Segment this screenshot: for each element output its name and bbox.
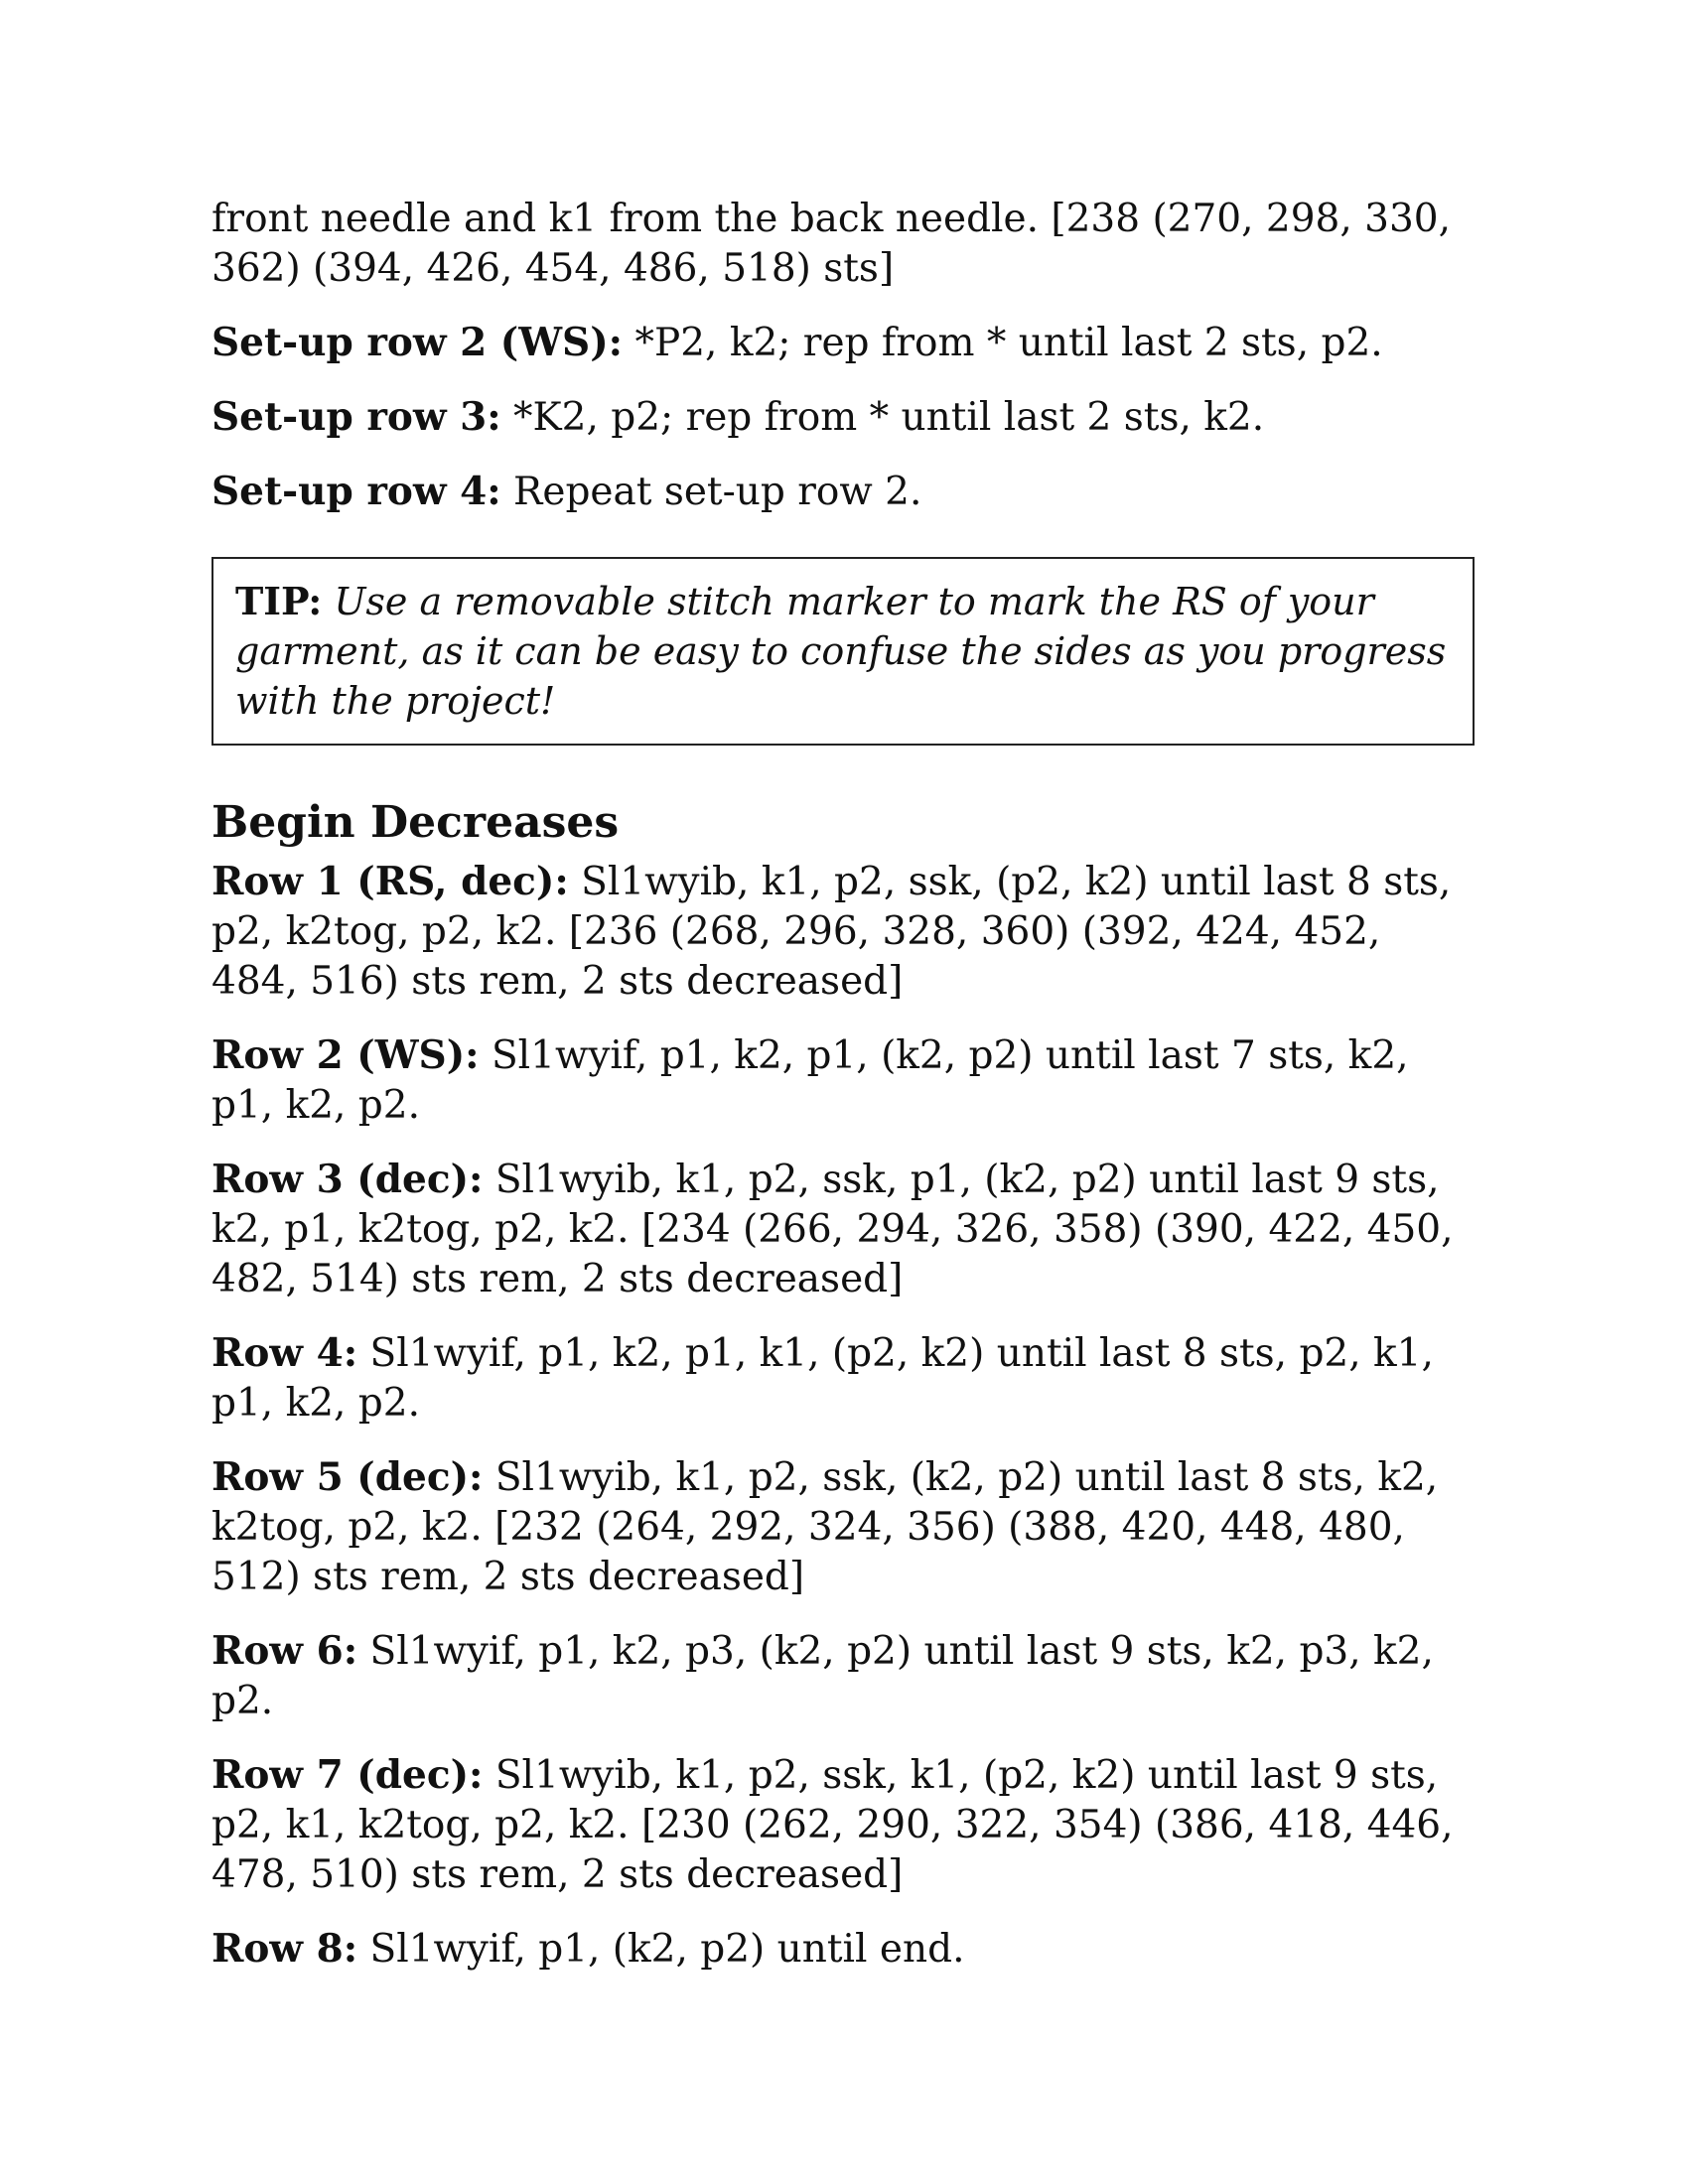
- section-heading: Begin Decreases: [211, 797, 620, 848]
- row-8: [211, 1924, 1475, 1975]
- row-6: [211, 1626, 1475, 1726]
- row-text: Sl1wyib, k1, p2, ssk, (p2, k2) until last 8 sts, p2, k2tog, p2, k2. [236 (268, 296, 328, 360) (392, 424, 452, 484, 516) sts rem, 2 sts decreased]: [211, 860, 1452, 1004]
- tip-text: Use a removable stitch marker to mark the RS of your garment, as it can be easy to confuse the sides as you progress with the project!: [235, 580, 1447, 723]
- intro-paragraph: front needle and k1 from the back needle. [238 (270, 298, 330, 362) (394, 426, 454, 486, 518) sts]: [211, 197, 1451, 291]
- row-label: Row 2 (WS):: [211, 1032, 480, 1078]
- row-7: [211, 1750, 1475, 1900]
- setup-row-label: Set-up row 3:: [211, 394, 501, 440]
- setup-row-label: Set-up row 4:: [211, 469, 501, 514]
- row-text: Sl1wyib, k1, p2, ssk, (k2, p2) until last 8 sts, k2, k2tog, p2, k2. [232 (264, 292, 324, 356) (388, 420, 448, 480, 512) sts rem, 2 sts decreased]: [211, 1455, 1439, 1599]
- setup-row-2: [211, 318, 1475, 368]
- row-label: Row 7 (dec):: [211, 1752, 484, 1798]
- setup-row-4: [211, 467, 1475, 517]
- row-label: Row 1 (RS, dec):: [211, 859, 569, 904]
- tip-box: [211, 557, 1475, 746]
- tip-label: TIP:: [235, 579, 323, 623]
- row-text: Sl1wyif, p1, k2, p1, k1, (p2, k2) until last 8 sts, p2, k1, p1, k2, p2.: [211, 1331, 1434, 1426]
- row-label: Row 6:: [211, 1628, 358, 1674]
- row-1: [211, 857, 1475, 1007]
- setup-row-label: Set-up row 2 (WS):: [211, 320, 624, 365]
- setup-row-text: Repeat set-up row 2.: [500, 470, 922, 514]
- row-text: Sl1wyif, p1, k2, p3, (k2, p2) until last 9 sts, k2, p3, k2, p2.: [211, 1629, 1434, 1723]
- row-label: Row 5 (dec):: [211, 1454, 484, 1500]
- document-page: [211, 195, 1475, 1998]
- row-text: Sl1wyif, p1, (k2, p2) until end.: [357, 1927, 965, 1972]
- row-4: [211, 1328, 1475, 1429]
- row-2: [211, 1030, 1475, 1131]
- row-text: Sl1wyib, k1, p2, ssk, p1, (k2, p2) until last 9 sts, k2, p1, k2tog, p2, k2. [234 (266, 294, 326, 358) (390, 422, 450, 482, 514) sts rem, 2 sts decreased]: [211, 1158, 1454, 1301]
- setup-row-text: *P2, k2; rep from * until last 2 sts, p2.: [623, 321, 1383, 365]
- row-label: Row 4:: [211, 1330, 358, 1376]
- setup-row-3: [211, 392, 1475, 443]
- row-5: [211, 1452, 1475, 1602]
- setup-row-text: *K2, p2; rep from * until last 2 sts, k2.: [500, 395, 1265, 440]
- row-text: Sl1wyif, p1, k2, p1, (k2, p2) until last 7 sts, k2, p1, k2, p2.: [211, 1033, 1409, 1128]
- row-label: Row 3 (dec):: [211, 1157, 484, 1202]
- row-text: Sl1wyib, k1, p2, ssk, k1, (p2, k2) until last 9 sts, p2, k1, k2tog, p2, k2. [230 (262, 290, 322, 354) (386, 418, 446, 478, 510) sts rem, 2 sts decreased]: [211, 1753, 1454, 1897]
- row-label: Row 8:: [211, 1926, 358, 1972]
- row-3: [211, 1155, 1475, 1304]
